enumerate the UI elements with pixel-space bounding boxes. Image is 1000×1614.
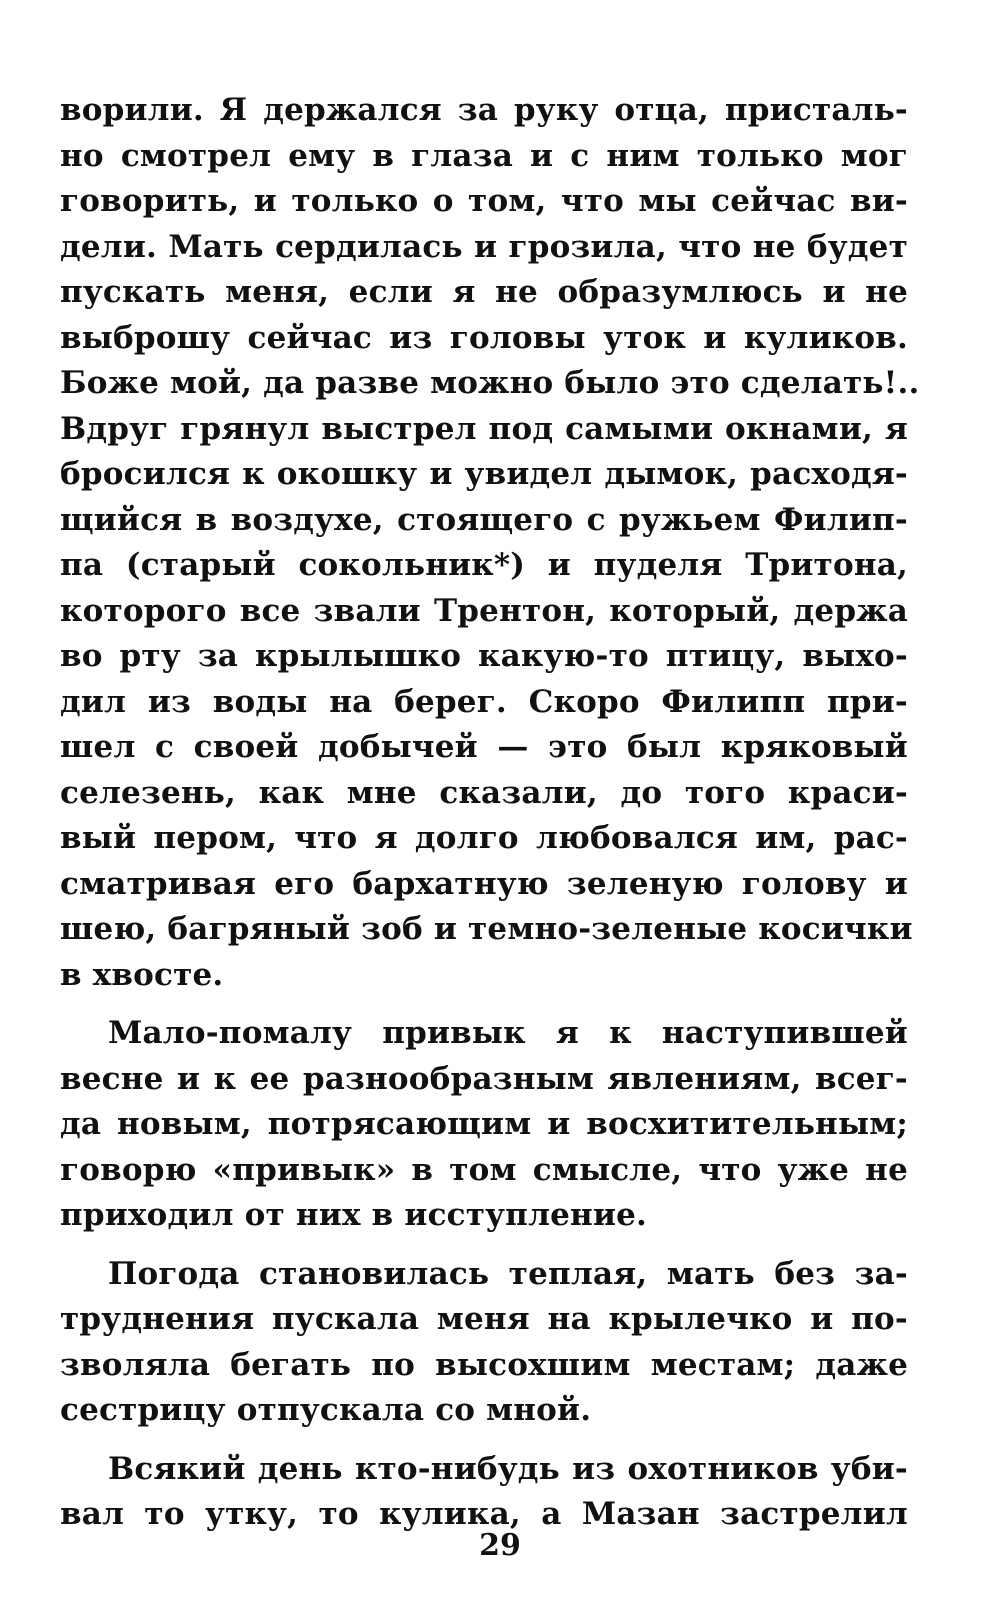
text-line: но смотрел ему в глаза и с ним только мог [60,137,908,174]
text-line: приходил от них в исступление. [60,1197,648,1233]
text-line: говорить, и только о том, что мы сейчас ви- [60,183,908,219]
text-line: зволяла бегать по высохшим местам; даже [60,1346,908,1383]
paragraph-1 [60,88,920,998]
text-line: па (старый сокольник*) и пуделя Тритона, [60,547,908,583]
text-line: вал то утку, то кулика, а Мазан застрелил [60,1496,908,1532]
paragraph-3 [60,1252,908,1434]
text-line: шею, багряный зоб и темно-зеленые косички [60,911,913,947]
text-line: сматривая его бархатную зеленую голову и [60,865,908,902]
text-line: Боже мой, да разве можно было это сделать!.. [60,365,920,401]
text-line: щийся в воздухе, стоящего с ружьем Филип- [60,501,908,538]
text-line: ворили. Я держался за руку отца, присталь- [60,92,908,128]
text-line: пускать меня, если я не образумлюсь и не [60,274,908,310]
page-text [60,88,920,1568]
text-line: во рту за крылышко какую-то птицу, выхо- [60,638,908,674]
text-line: шел с своей добычей — это был кряковый [60,729,908,765]
text-line: бросился к окошку и увидел дымок, расходя- [60,456,908,492]
text-line: весне и к ее разнообразным явлениям, всег- [60,1060,908,1097]
text-line: Вдруг грянул выстрел под самыми окнами, я [60,410,908,447]
page-number: 29 [479,1528,521,1563]
text-line: труднения пускала меня на крылечко и по- [60,1301,908,1337]
text-line: которого все звали Трентон, который, держа [60,592,908,629]
text-line: селезень, как мне сказали, до того краси- [60,774,908,811]
text-line: да новым, потрясающим и восхитительным; [60,1106,908,1142]
text-line: вый пером, что я долго любовался им, рас- [60,820,908,856]
text-line: Мало-помалу привык я к наступившей [108,1015,908,1051]
text-line: говорю «привык» в том смысле, что уже не [60,1151,908,1188]
text-line: Погода становилась теплая, мать без за- [108,1255,908,1292]
paragraph-4 [60,1447,908,1538]
text-line: Всякий день кто-нибудь из охотников уби- [108,1450,908,1487]
text-line: выброшу сейчас из головы уток и куликов. [60,319,908,356]
paragraph-2 [60,1011,908,1239]
text-line: сестрицу отпускала со мной. [60,1392,592,1428]
text-line: в хвосте. [60,956,224,993]
text-line: дил из воды на берег. Скоро Филипп при- [60,683,908,720]
text-line: дели. Мать сердилась и грозила, что не будет [60,228,908,265]
